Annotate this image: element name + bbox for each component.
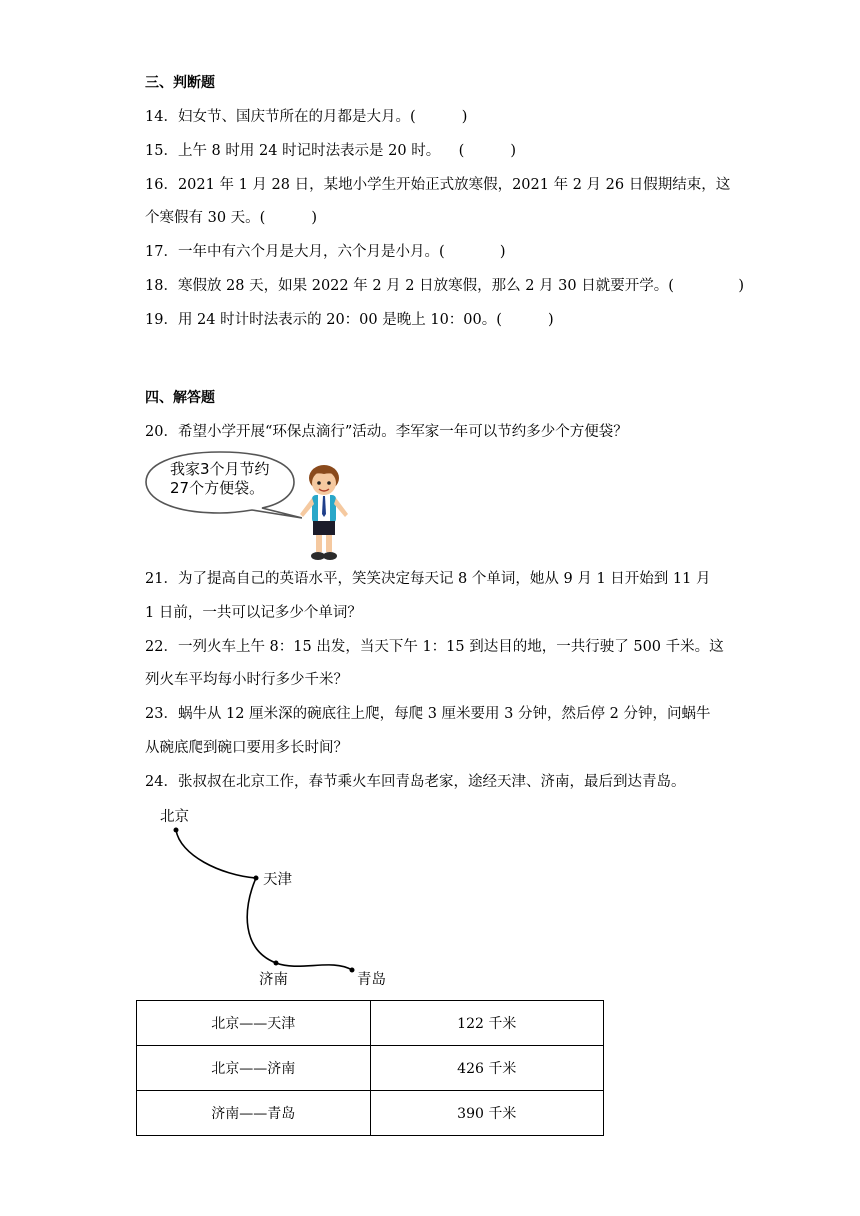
question-16-line1: 16．2021 年 1 月 28 日，某地小学生开始正式放寒假，2021 年 2 月 26 日假期结束，这 [145,177,731,193]
question-21-line2: 1 日前，一共可以记多少个单词？ [145,605,362,621]
table-row [137,1091,604,1136]
bubble-line-1: 我家3个月节约 [170,460,270,478]
boy-illustration [288,462,360,562]
question-22-line2: 列火车平均每小时行多少千米？ [145,672,348,688]
question-15: 15．上午 8 时用 24 时记时法表示是 20 时。 ( ) [145,143,517,159]
bubble-line-2: 27个方便袋。 [170,479,265,497]
section-title-judgement: 三、判断题 [145,75,215,91]
distance-table [136,1000,604,1136]
tianjin-dot [254,876,259,881]
question-17: 17．一年中有六个月是大月，六个月是小月。( ) [145,244,506,260]
question-23-line1: 23．蜗牛从 12 厘米深的碗底往上爬，每爬 3 厘米要用 3 分钟，然后停 2 分钟，问蜗牛 [145,706,711,722]
question-14: 14．妇女节、国庆节所在的月都是大月。( ) [145,109,468,125]
map-label-beijing: 北京 [160,809,189,825]
route-cell: 北京——济南 [137,1046,371,1091]
speech-bubble-text [170,460,270,498]
question-16-line2: 个寒假有 30 天。( ) [145,210,318,226]
question-20: 20．希望小学开展“环保点滴行”活动。李军家一年可以节约多少个方便袋？ [145,424,628,440]
question-24: 24．张叔叔在北京工作，春节乘火车回青岛老家，途经天津、济南，最后到达青岛。 [145,774,686,790]
question-23-line2: 从碗底爬到碗口要用多长时间？ [145,740,348,756]
distance-cell: 426 千米 [370,1046,604,1091]
map-label-jinan: 济南 [259,972,288,988]
distance-cell: 122 千米 [370,1001,604,1046]
map-label-qingdao: 青岛 [357,972,386,988]
question-19: 19．用 24 时计时法表示的 20：00 是晚上 10：00。( ) [145,312,554,328]
route-line [176,830,352,970]
route-cell: 北京——天津 [137,1001,371,1046]
table-row [137,1001,604,1046]
beijing-dot [174,828,179,833]
question-21-line1: 21．为了提高自己的英语水平，笑笑决定每天记 8 个单词，她从 9 月 1 日开始到 11 月 [145,571,711,587]
railway-route-map [150,800,410,1000]
section-title-solving: 四、解答题 [145,390,215,406]
route-cell: 济南——青岛 [137,1091,371,1136]
distance-cell: 390 千米 [370,1091,604,1136]
table-row [137,1046,604,1091]
question-18: 18．寒假放 28 天，如果 2022 年 2 月 2 日放寒假，那么 2 月 30 日就要开学。( ) [145,278,745,294]
jinan-dot [274,961,279,966]
map-label-tianjin: 天津 [263,872,292,888]
question-22-line1: 22．一列火车上午 8：15 出发，当天下午 1：15 到达目的地，一共行驶了 500 千米。这 [145,639,724,655]
qingdao-dot [350,968,355,973]
